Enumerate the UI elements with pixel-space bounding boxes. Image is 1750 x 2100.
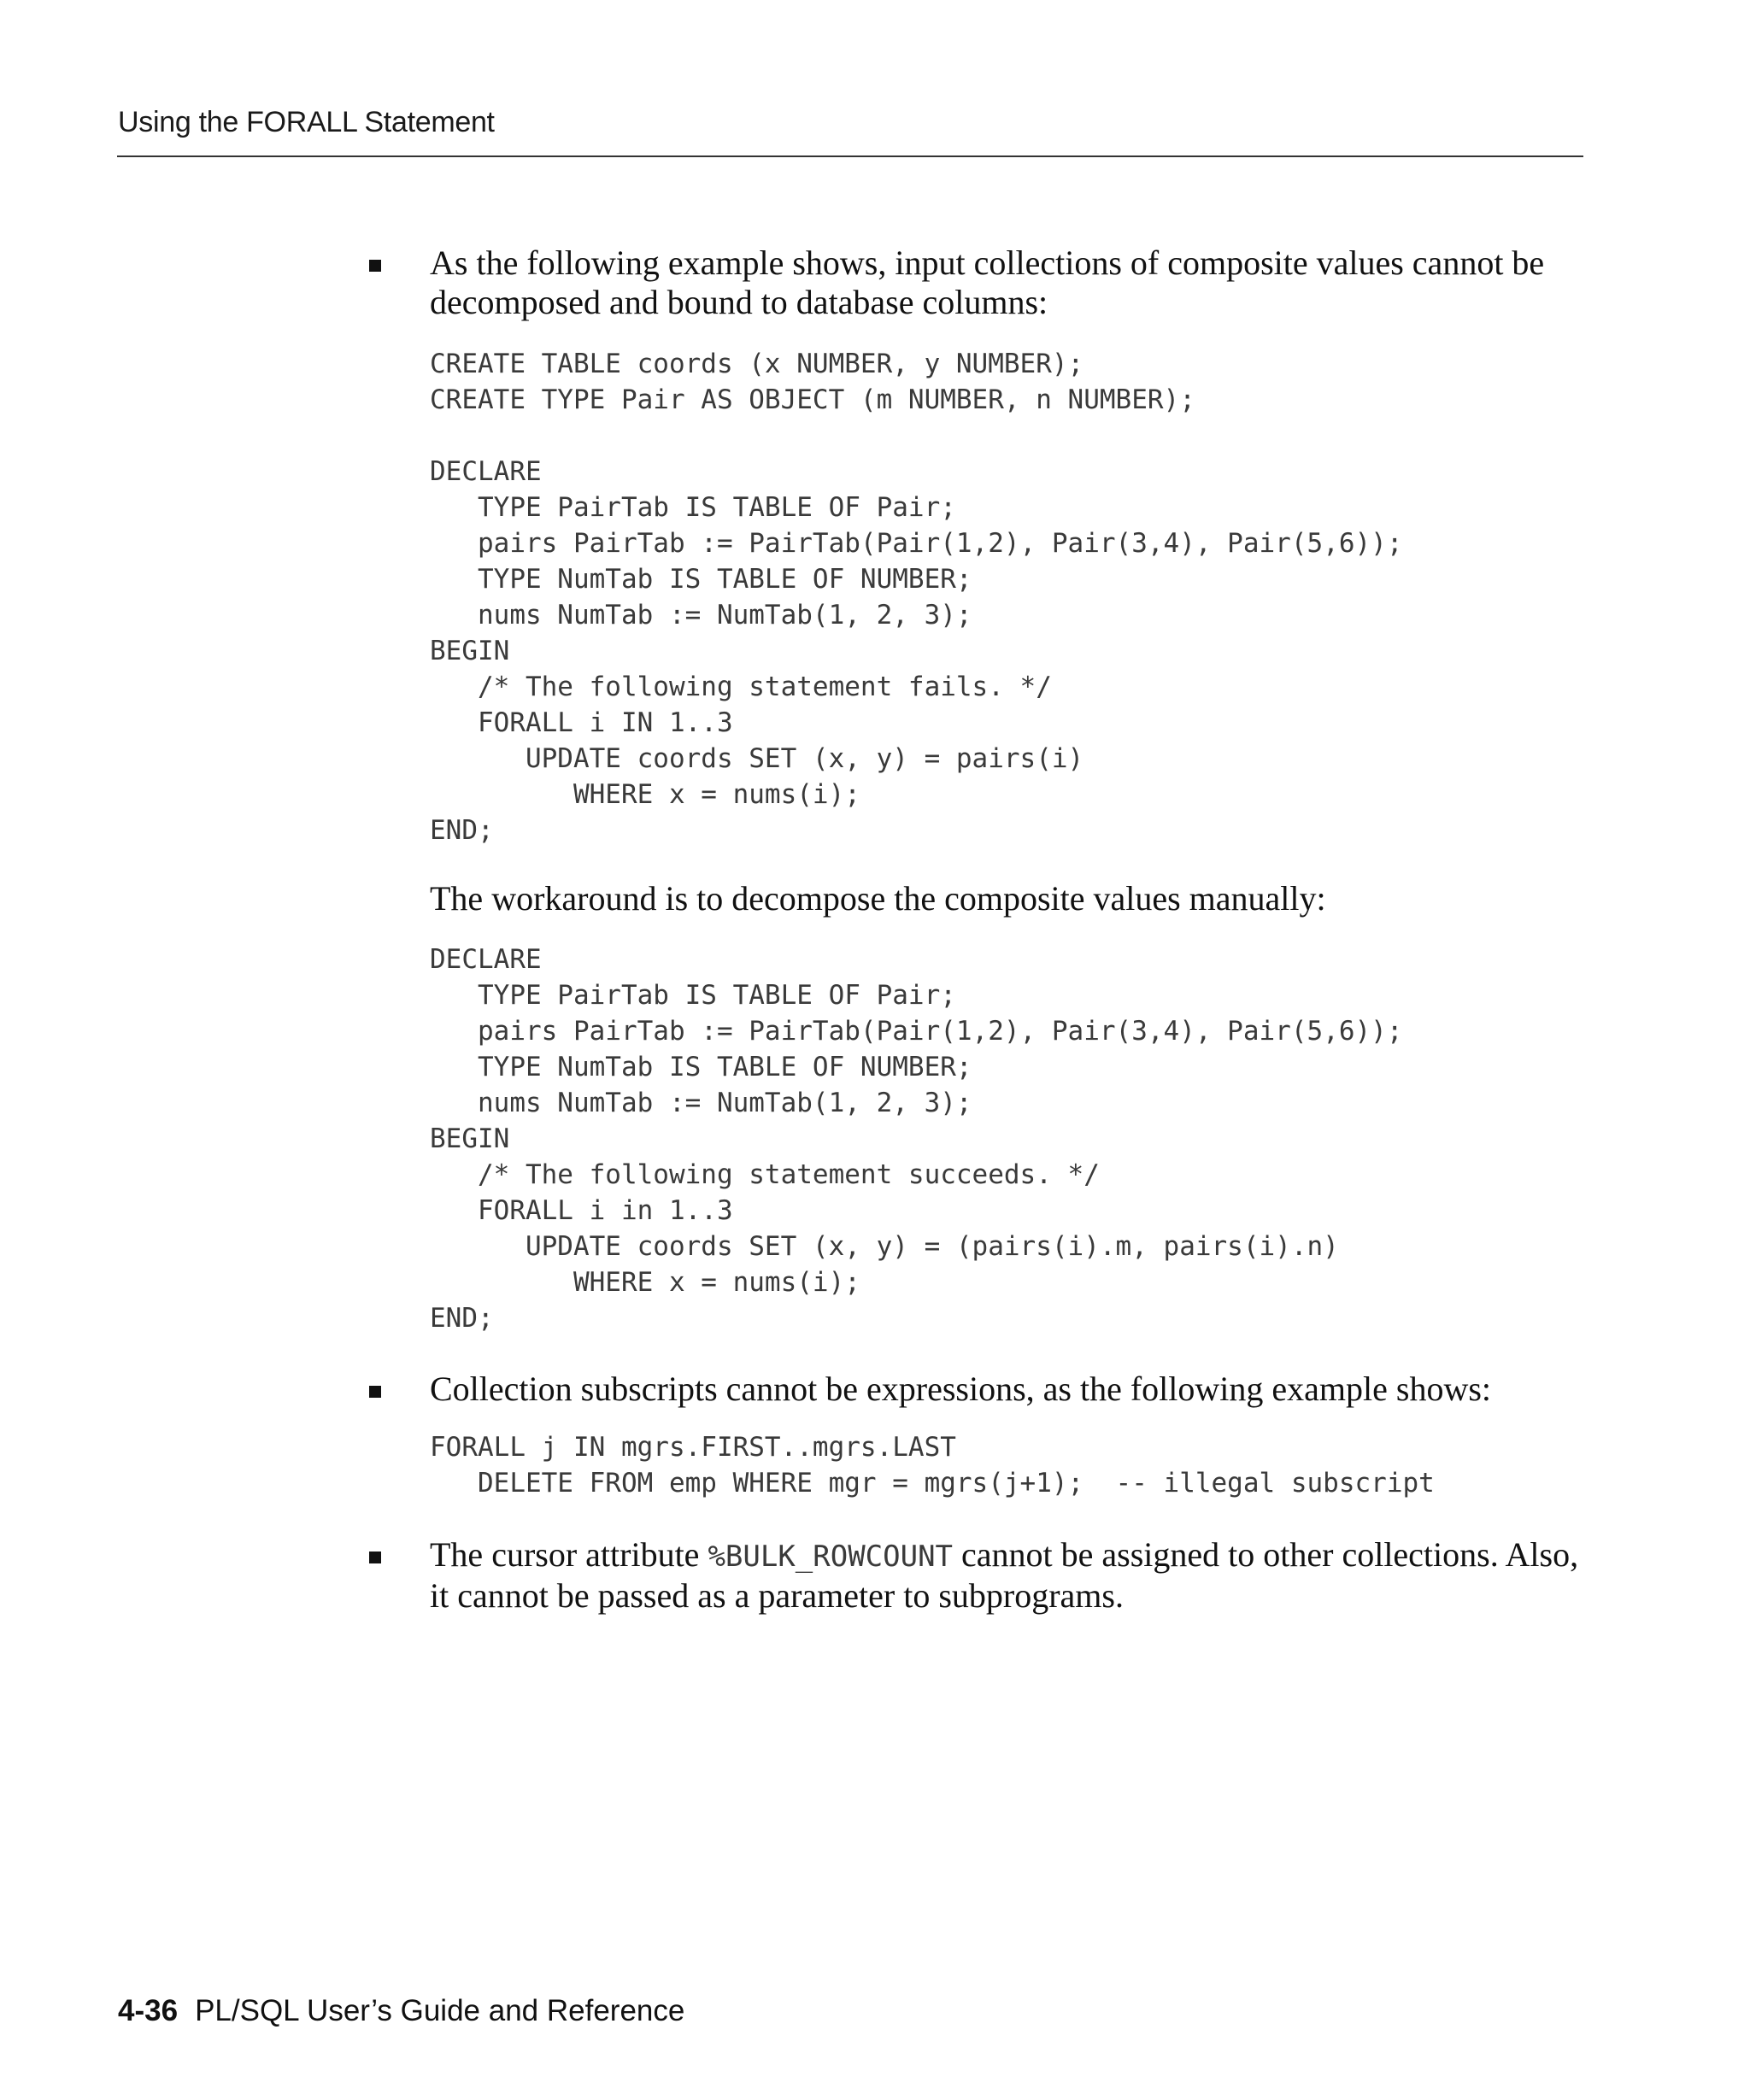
code-line: FORALL i IN 1..3 [430, 707, 733, 738]
code-line: WHERE x = nums(i); [430, 1267, 860, 1298]
code-line [430, 418, 1402, 454]
code-line: END; [430, 815, 494, 846]
bullet-3-text-after: cannot be assigned to other collections. Also, it cannot be passed as a parameter to subprograms. [430, 1535, 1579, 1615]
header-rule [117, 155, 1583, 157]
code-block-2 [430, 941, 1402, 1336]
code-line: TYPE NumTab IS TABLE OF NUMBER; [430, 564, 972, 595]
workaround-text [430, 879, 1600, 918]
page-footer [118, 1994, 684, 2028]
code-line: /* The following statement fails. */ [430, 672, 1052, 702]
code-block-3 [430, 1429, 1435, 1501]
workaround-paragraph: The workaround is to decompose the composite values manually: [430, 879, 1326, 918]
code-line: TYPE NumTab IS TABLE OF NUMBER; [430, 1052, 972, 1082]
bullet-marker [369, 1552, 381, 1563]
bullet-marker [369, 260, 381, 272]
bullet-3-text [430, 1535, 1600, 1616]
code-line: nums NumTab := NumTab(1, 2, 3); [430, 600, 972, 631]
code-block-1 [430, 346, 1402, 848]
bullet-1-text [430, 243, 1600, 322]
code-line: DECLARE [430, 456, 542, 487]
code-line: DECLARE [430, 944, 542, 975]
code-line: FORALL i in 1..3 [430, 1195, 733, 1226]
code-line: /* The following statement succeeds. */ [430, 1159, 1100, 1190]
running-head: Using the FORALL Statement [118, 106, 495, 138]
book-title: PL/SQL User’s Guide and Reference [195, 1994, 685, 2027]
code-line: UPDATE coords SET (x, y) = (pairs(i).m, pairs(i).n) [430, 1231, 1339, 1262]
code-line: BEGIN [430, 636, 510, 666]
bullet-2-paragraph: Collection subscripts cannot be expressions, as the following example shows: [430, 1370, 1492, 1408]
code-line: nums NumTab := NumTab(1, 2, 3); [430, 1088, 972, 1118]
page-number: 4-36 [118, 1994, 179, 2027]
bullet-3-paragraph [430, 1535, 1600, 1616]
bullet-1-paragraph: As the following example shows, input collections of composite values cannot be decomposed and bound to database columns: [430, 243, 1545, 321]
inline-code-bulk-rowcount: %BULK_ROWCOUNT [708, 1540, 954, 1574]
code-line: WHERE x = nums(i); [430, 779, 860, 810]
bullet-3-text-before: The cursor attribute [430, 1535, 708, 1574]
code-line: pairs PairTab := PairTab(Pair(1,2), Pair(3,4), Pair(5,6)); [430, 528, 1403, 559]
code-line: pairs PairTab := PairTab(Pair(1,2), Pair(3,4), Pair(5,6)); [430, 1016, 1403, 1047]
code-line: FORALL j IN mgrs.FIRST..mgrs.LAST [430, 1432, 956, 1463]
bullet-marker [369, 1386, 381, 1398]
code-line: CREATE TABLE coords (x NUMBER, y NUMBER); [430, 349, 1084, 379]
code-line: UPDATE coords SET (x, y) = pairs(i) [430, 743, 1084, 774]
code-line: END; [430, 1303, 494, 1334]
code-line: BEGIN [430, 1123, 510, 1154]
bullet-2-text [430, 1370, 1600, 1409]
code-line: DELETE FROM emp WHERE mgr = mgrs(j+1); -- illegal subscript [430, 1468, 1435, 1499]
code-line: TYPE PairTab IS TABLE OF Pair; [430, 980, 956, 1011]
code-line: CREATE TYPE Pair AS OBJECT (m NUMBER, n NUMBER); [430, 384, 1195, 415]
code-line: TYPE PairTab IS TABLE OF Pair; [430, 492, 956, 523]
